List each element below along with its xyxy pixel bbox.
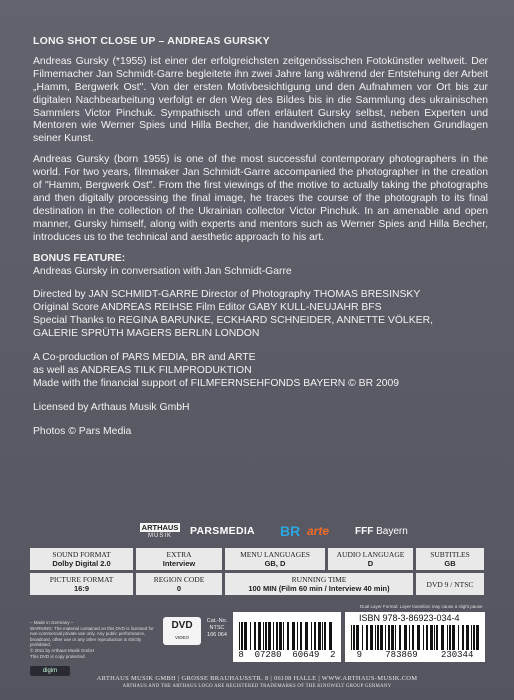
spec-running-time: RUNNING TIME 100 MIN (Film 60 min / Interview 40 min)	[225, 573, 413, 595]
credits	[33, 289, 488, 341]
barcode-bar	[254, 622, 256, 650]
barcode-bar	[263, 622, 264, 650]
spec-row	[30, 573, 484, 595]
barcode-bar	[356, 625, 359, 650]
made-in: – Made in Germany –	[30, 620, 74, 625]
barcode-bar	[265, 622, 267, 650]
spec-subtitles: SUBTITLES GB	[416, 548, 484, 570]
spec-picture-format: PICTURE FORMAT 16:9	[30, 573, 133, 595]
barcode-bars	[233, 622, 341, 650]
barcode-bar	[377, 625, 379, 650]
warning-text: WARNING: The material contained on this DVD is licensed for non-commercial private use only. Any public performance, broadcast, other use or any other reproduction is strictly prohibited.	[30, 625, 154, 648]
barcode-bar	[241, 622, 243, 650]
production-info	[33, 352, 488, 391]
barcode-bar	[322, 622, 323, 650]
spec-row	[30, 548, 484, 570]
footer-address: ARTHAUS MUSIK GMBH | GROSSE BRAUHAUSSTR. 8 | 06108 HALLE | WWW.ARTHAUS-MUSIK.COM	[96, 675, 418, 682]
barcode-bar	[458, 625, 459, 650]
barcode-bar	[329, 622, 332, 650]
legal-notice	[30, 620, 160, 659]
barcode-bar	[441, 625, 444, 650]
barcode-bar	[447, 625, 448, 650]
barcode-bar	[314, 622, 316, 650]
spec-extra: EXTRA Interview	[136, 548, 222, 570]
barcode-bar	[449, 625, 451, 650]
copy-protection-text: This DVD is copy protected.	[30, 653, 86, 659]
partner-logos	[140, 517, 430, 545]
barcode-digits: 8 07280 60649 2	[238, 650, 336, 660]
barcode-bar	[380, 625, 383, 650]
barcode-bar	[318, 622, 321, 650]
barcode-bar	[476, 625, 479, 650]
barcode-bar	[279, 622, 282, 650]
barcode-bar	[292, 622, 295, 650]
barcode-bar	[250, 622, 251, 650]
spec-sound-format: SOUND FORMAT Dolby Digital 2.0	[30, 548, 133, 570]
barcode-digits: 9 783869 230344	[356, 650, 474, 660]
dvd-video-logo: DVD VIDEO	[163, 617, 201, 645]
spec-region-code: REGION CODE 0	[136, 573, 222, 595]
barcode-bar	[404, 625, 407, 650]
bonus-text: Andreas Gursky in conversation with Jan Schmidt-Garre	[33, 265, 292, 277]
barcode-bar	[258, 622, 261, 650]
barcode-bars	[345, 625, 485, 650]
barcode-bar	[412, 625, 414, 650]
barcode-bar	[244, 622, 247, 650]
dual-layer-note: Dual Layer Format: Layer transition may cause a slight pause	[360, 604, 483, 609]
barcode-bar	[471, 625, 472, 650]
bonus-heading: BONUS FEATURE:	[33, 252, 126, 264]
license-line: Licensed by Arthaus Musik GmbH	[33, 401, 190, 413]
arthaus-logo: ARTHAUS MUSIK	[141, 522, 179, 539]
barcode-bar	[300, 622, 302, 650]
credits-line: Directed by JAN SCHMIDT-GARRE Director of Photography THOMAS BRESINSKY	[33, 289, 421, 301]
footer-trademark: ARTHAUS AND THE ARTHAUS LOGO ARE REGISTERED TRADEMARKS OF THE KINOWELT GROUP GERMANY	[122, 684, 392, 689]
barcode-bar	[268, 622, 271, 650]
digim-logo: digim	[30, 666, 70, 676]
barcode-bar	[466, 625, 469, 650]
spec-dvd-format: DVD 9 / NTSC	[416, 573, 484, 595]
tech-specs	[30, 548, 484, 598]
main-text	[33, 35, 488, 450]
barcode-bar	[283, 622, 284, 650]
barcode-bar	[462, 625, 464, 650]
barcode-bar	[391, 625, 394, 650]
barcode-bar	[370, 625, 373, 650]
barcode-bar	[239, 622, 240, 650]
photo-credit: Photos © Pars Media	[33, 425, 132, 437]
barcode-bar	[305, 622, 308, 650]
isbn-number: ISBN 978-3-86923-034-4	[359, 613, 460, 623]
barcode-bar	[385, 625, 386, 650]
barcode-bar	[426, 625, 428, 650]
barcode-bar	[473, 625, 475, 650]
parsmedia-logo: PARSMEDIA	[190, 525, 255, 537]
barcode-bar	[362, 625, 363, 650]
barcode-bar	[311, 622, 312, 650]
production-line: Made with the financial support of FILMFERNSEHFONDS BAYERN © BR 2009	[33, 377, 400, 389]
barcode-bar	[434, 625, 435, 650]
copyright-text: © 2011 by Arthaus Musik GmbH	[30, 647, 95, 653]
page-title: LONG SHOT CLOSE UP – ANDREAS GURSKY	[33, 35, 270, 47]
production-line: as well as ANDREAS TILK FILMPRODUKTION	[33, 364, 252, 376]
production-line: A Co-production of PARS MEDIA, BR and ARTE	[33, 352, 256, 364]
english-description: Andreas Gursky (born 1955) is one of the most successful contemporary photographers in the world. For two years, filmmaker Jan Schmidt-Garre accompanied the photographer in the creation of "Hamm, Bergwerk Ost". From the first viewings of the motive to actually taking the photographs and then digitally processing the final image, he traces the course of the photograph to its final destination in the collection of the Ukrainian collector Victor Pinchuk. In an amenable and open manner, Gursky himself, along with experts and mentors such as Werner Spies and Hilla Becher, introduces us to the technical and aesthetic approach to his art.	[33, 154, 488, 243]
ean-barcode	[233, 612, 341, 662]
credits-line: GALERIE SPRÜTH MAGERS BERLIN LONDON	[33, 328, 260, 340]
barcode-bar	[423, 625, 424, 650]
bonus-feature	[33, 253, 488, 279]
arte-logo: arte	[307, 524, 330, 538]
barcode-bar	[395, 625, 396, 650]
fff-bayern-logo: FFF Bayern	[355, 525, 408, 537]
barcode-bar	[287, 622, 289, 650]
credits-line: Original Score ANDREAS REIHSE Film Editor GABY KULL-NEUJAHR BFS	[33, 302, 382, 314]
barcode-bar	[324, 622, 326, 650]
barcode-bar	[297, 622, 298, 650]
barcode-bar	[351, 625, 352, 650]
barcode-bar	[436, 625, 438, 650]
german-description: Andreas Gursky (*1955) ist einer der erfolgreichsten zeitgenössischen Fotokünstler weltweit. Der Filmemacher Jan Schmidt-Garre begleitete ihn zwei Jahre lang während der Entstehung der Arbeit „Hamm, Bergwerk Ost". Von der ersten Motivbesichtigung und den Aufnahmen vor Ort bis zur digitalen Nachbearbeitung verfolgt er den Weg des Bildes bis in die Sammlung des ukrainischen Sammlers Victor Pinchuk. Sympathisch und offen erläutert Gursky selbst, neben Experten und Mentoren wie Werner Spies und Hilla Becher, die handwerklichen und ästhetischen Grundlagen seiner Kunst.	[33, 55, 488, 145]
br-logo: BR	[280, 523, 301, 539]
isbn-barcode	[345, 612, 485, 662]
footer	[0, 675, 514, 691]
catalog-number: Cat.-No. NTSC 106 064	[206, 618, 228, 638]
barcode-bar	[399, 625, 401, 650]
barcode-bar	[452, 625, 455, 650]
barcode-bar	[366, 625, 368, 650]
barcode-bar	[430, 625, 433, 650]
spec-menu-languages: MENU LANGUAGES GB, D	[225, 548, 325, 570]
barcode-bar	[276, 622, 278, 650]
spec-audio-language: AUDIO LANGUAGE D	[328, 548, 413, 570]
barcode-bar	[353, 625, 355, 650]
barcode-bar	[417, 625, 420, 650]
barcode-bar	[375, 625, 376, 650]
barcode-bar	[388, 625, 390, 650]
barcode-bar	[273, 622, 274, 650]
barcode-bar	[409, 625, 410, 650]
credits-line: Special Thanks to REGINA BARUNKE, ECKHARD SCHNEIDER, ANNETTE VÖLKER,	[33, 315, 433, 327]
